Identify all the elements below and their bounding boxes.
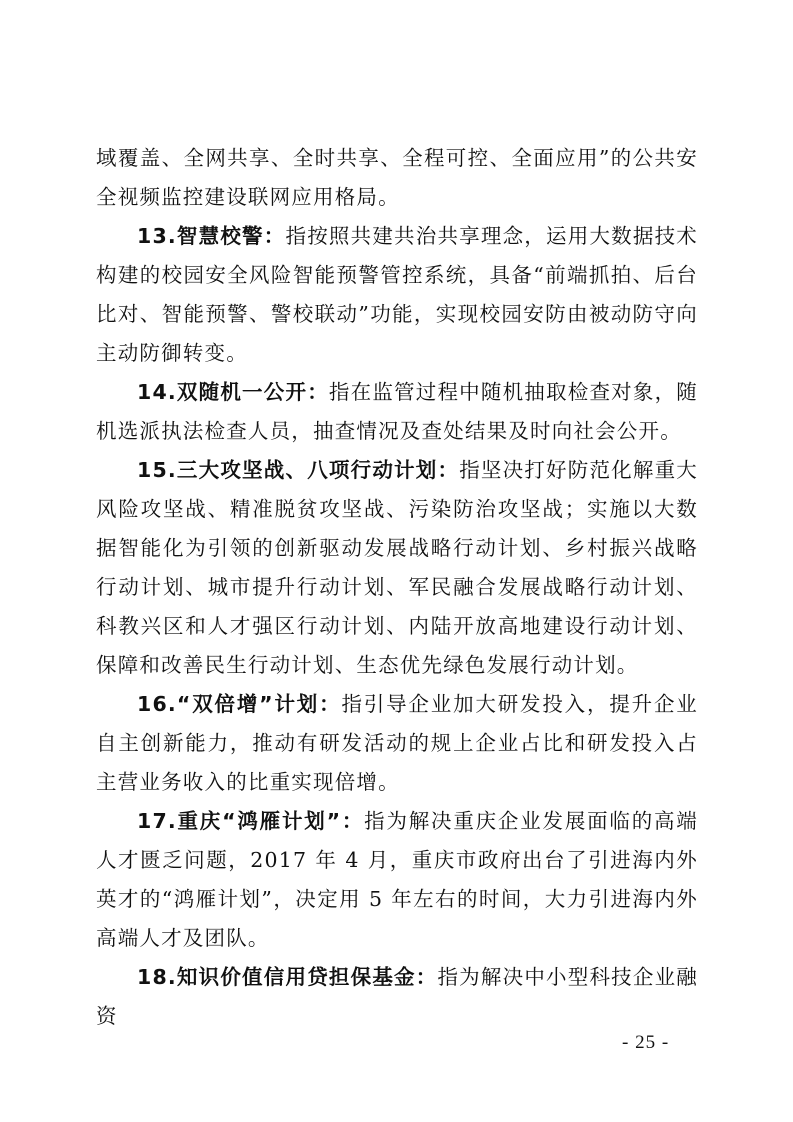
entry-term: 18.知识价值信用贷担保基金：: [137, 965, 438, 989]
entry-term: 16.“双倍增”计划：: [137, 692, 342, 716]
body-text: [96, 139, 698, 1036]
entry-text: 指为解决中小型科技企业融资: [96, 965, 698, 1028]
continuation-paragraph: 域覆盖、全网共享、全时共享、全程可控、全面应用”的公共安全视频监控建设联网应用格局。: [96, 146, 698, 209]
entry-term: 15.三大攻坚战、八项行动计划：: [137, 458, 460, 482]
entry-text: 指按照共建共治共享理念，运用大数据技术构建的校园安全风险智能预警管控系统，具备“前端抓拍、后台比对、智能预警、警校联动”功能，实现校园安防由被动防守向主动防御转变。: [96, 224, 698, 365]
entry-paragraph: [96, 217, 698, 373]
entry-paragraph: [96, 685, 698, 802]
entry-term: 14.双随机一公开：: [137, 380, 329, 404]
entry-paragraph: [96, 802, 698, 958]
entry-text: 指在监管过程中随机抽取检查对象，随机选派执法检查人员，抽查情况及查处结果及时向社会公开。: [96, 380, 698, 443]
entry-term: 13.智慧校警：: [137, 224, 286, 248]
entry-paragraph: [96, 373, 698, 451]
page-number: - 25 -: [622, 1032, 670, 1053]
entry-text: 指引导企业加大研发投入，提升企业自主创新能力，推动有研发活动的规上企业占比和研发投入占主营业务收入的比重实现倍增。: [96, 692, 698, 794]
entry-text: 指坚决打好防范化解重大风险攻坚战、精准脱贫攻坚战、污染防治攻坚战；实施以大数据智能化为引领的创新驱动发展战略行动计划、乡村振兴战略行动计划、城市提升行动计划、军民融合发展战略行动计划、科教兴区和人才强区行动计划、内陆开放高地建设行动计划、保障和改善民生行动计划、生态优先绿色发展行动计划。: [96, 458, 699, 677]
entry-paragraph: [96, 451, 698, 685]
entry-paragraph: [96, 958, 698, 1036]
entry-text: 指为解决重庆企业发展面临的高端人才匮乏问题，2017 年 4 月，重庆市政府出台了引进海内外英才的“鸿雁计划”，决定用 5 年左右的时间，大力引进海内外高端人才及团队。: [96, 809, 698, 950]
entry-term: 17.重庆“鸿雁计划”：: [137, 809, 365, 833]
